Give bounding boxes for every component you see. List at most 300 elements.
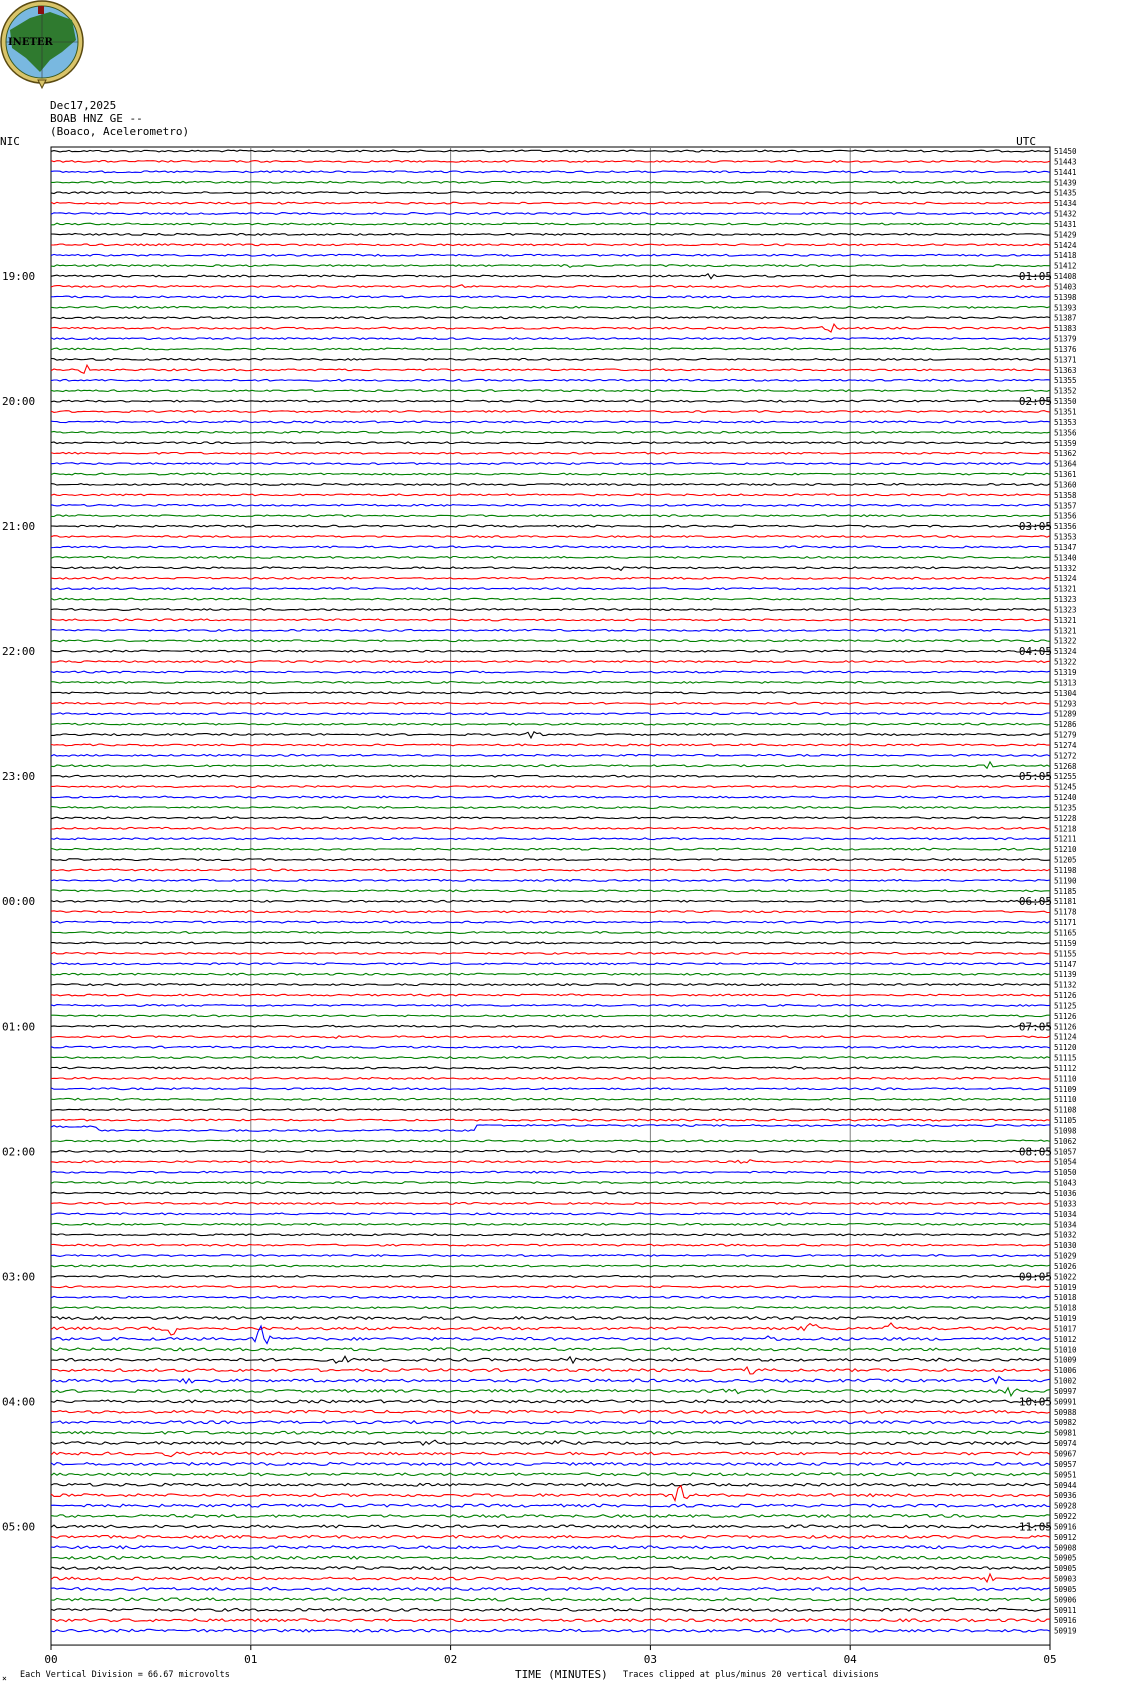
trace-offset-label: 51034 (1054, 1220, 1077, 1230)
trace-blue (51, 838, 1050, 840)
left-time-label: 04:00 (2, 1395, 36, 1409)
trace-offset-label: 51362 (1054, 449, 1077, 459)
right-time-label: 05:05 (1018, 770, 1052, 784)
trace-offset-label: 51350 (1054, 397, 1077, 407)
right-time-label: 10:05 (1018, 1395, 1052, 1409)
trace-offset-label: 51006 (1054, 1366, 1077, 1376)
right-time-label: 06:05 (1018, 895, 1052, 909)
x-tick-label: 03 (643, 1653, 658, 1667)
trace-offset-label: 51434 (1054, 199, 1077, 209)
trace-green (51, 762, 1050, 768)
trace-green (51, 1431, 1050, 1434)
trace-offset-label: 51120 (1054, 1043, 1077, 1053)
trace-offset-label: 51022 (1054, 1272, 1077, 1282)
right-time-label: 11:05 (1018, 1520, 1052, 1534)
header-station: BOAB HNZ GE -- (50, 112, 143, 125)
trace-offset-label: 51110 (1054, 1074, 1077, 1084)
trace-red (51, 202, 1050, 204)
trace-red (51, 285, 1050, 288)
trace-green (51, 1140, 1050, 1142)
trace-offset-label: 51321 (1054, 626, 1077, 636)
trace-offset-label: 51139 (1054, 970, 1077, 980)
trace-black (51, 1192, 1050, 1194)
trace-offset-label: 50936 (1054, 1491, 1077, 1501)
trace-black (51, 942, 1050, 944)
trace-offset-label: 51429 (1054, 230, 1077, 240)
trace-blue (51, 921, 1050, 923)
trace-blue (51, 588, 1050, 590)
trace-offset-label: 51235 (1054, 803, 1077, 813)
trace-offset-label: 51105 (1054, 1116, 1077, 1126)
trace-red (51, 161, 1050, 163)
trace-offset-label: 51356 (1054, 511, 1077, 521)
trace-black (51, 1025, 1050, 1027)
trace-green (51, 640, 1050, 642)
trace-offset-label: 50988 (1054, 1407, 1077, 1417)
trace-offset-label: 50957 (1054, 1459, 1077, 1469)
trace-offset-label: 51018 (1054, 1293, 1077, 1303)
trace-offset-label: 51205 (1054, 855, 1077, 865)
trace-offset-label: 51098 (1054, 1126, 1077, 1136)
trace-offset-label: 51032 (1054, 1230, 1077, 1240)
trace-red (51, 411, 1050, 413)
trace-green (51, 557, 1050, 559)
trace-black (51, 1276, 1050, 1278)
trace-black (51, 317, 1050, 319)
trace-offset-label: 51441 (1054, 167, 1077, 177)
trace-red (51, 1486, 1050, 1501)
trace-black (51, 1567, 1050, 1570)
trace-red (51, 1119, 1050, 1121)
trace-offset-label: 51012 (1054, 1334, 1077, 1344)
trace-red (51, 365, 1050, 373)
trace-black (51, 650, 1050, 652)
trace-offset-label: 51359 (1054, 438, 1077, 448)
trace-green (51, 223, 1050, 225)
trace-offset-label: 51289 (1054, 709, 1077, 719)
trace-red (51, 1619, 1050, 1622)
trace-blue (51, 421, 1050, 423)
trace-black (51, 1067, 1050, 1070)
trace-blue (51, 1171, 1050, 1173)
left-time-label: 05:00 (2, 1520, 36, 1534)
trace-offset-label: 50905 (1054, 1584, 1077, 1594)
logo-text: INETER (8, 37, 53, 48)
trace-blue (51, 1255, 1050, 1257)
trace-red (51, 953, 1050, 955)
trace-red (51, 1574, 1050, 1582)
trace-green (51, 1307, 1050, 1309)
trace-offset-label: 51323 (1054, 605, 1077, 615)
trace-blue (51, 254, 1050, 256)
trace-offset-label: 51304 (1054, 688, 1077, 698)
trace-offset-label: 51376 (1054, 344, 1077, 354)
trace-blue (51, 1421, 1050, 1424)
trace-green (51, 306, 1050, 308)
trace-offset-label: 51017 (1054, 1324, 1077, 1334)
trace-offset-label: 51313 (1054, 678, 1077, 688)
trace-offset-label: 51379 (1054, 334, 1077, 344)
trace-offset-label: 51403 (1054, 282, 1077, 292)
trace-offset-label: 51185 (1054, 886, 1077, 896)
trace-offset-label: 51218 (1054, 824, 1077, 834)
x-tick-label: 04 (843, 1653, 857, 1667)
trace-blue (51, 796, 1050, 798)
trace-offset-label: 51165 (1054, 928, 1077, 938)
trace-blue (51, 1005, 1050, 1007)
trace-offset-label: 50944 (1054, 1480, 1077, 1490)
trace-green (51, 723, 1050, 725)
x-tick-label: 05 (1043, 1653, 1057, 1667)
trace-offset-label: 51272 (1054, 751, 1077, 761)
trace-offset-label: 51321 (1054, 615, 1077, 625)
trace-offset-label: 51034 (1054, 1209, 1077, 1219)
trace-offset-label: 51353 (1054, 532, 1077, 542)
trace-blue (51, 880, 1050, 882)
trace-offset-label: 51424 (1054, 240, 1077, 250)
trace-black (51, 984, 1050, 986)
trace-green (51, 682, 1050, 684)
trace-offset-label: 51054 (1054, 1157, 1077, 1167)
trace-offset-label: 50905 (1054, 1553, 1077, 1563)
trace-offset-label: 51322 (1054, 657, 1077, 667)
trace-offset-label: 51125 (1054, 1001, 1077, 1011)
trace-blue (51, 1463, 1050, 1466)
trace-offset-label: 51443 (1054, 157, 1077, 167)
trace-offset-label: 51190 (1054, 876, 1077, 886)
trace-red (51, 1036, 1050, 1039)
trace-offset-label: 51110 (1054, 1095, 1077, 1105)
trace-blue (51, 963, 1050, 965)
trace-offset-label: 51019 (1054, 1282, 1077, 1292)
trace-red (51, 1078, 1050, 1080)
trace-green (51, 848, 1050, 850)
trace-black (51, 732, 1050, 738)
trace-green (51, 348, 1050, 350)
trace-offset-label: 51115 (1054, 1053, 1077, 1063)
trace-black (51, 1483, 1050, 1486)
trace-offset-label: 51450 (1054, 147, 1077, 156)
trace-blue (51, 1377, 1050, 1384)
trace-green (51, 1057, 1050, 1059)
trace-black (51, 1234, 1050, 1236)
trace-offset-label: 50981 (1054, 1428, 1077, 1438)
trace-offset-label: 51211 (1054, 834, 1077, 844)
trace-red (51, 536, 1050, 538)
trace-blue (51, 213, 1050, 215)
trace-offset-label: 51431 (1054, 219, 1077, 229)
trace-offset-label: 50916 (1054, 1522, 1077, 1532)
trace-offset-label: 51432 (1054, 209, 1077, 219)
trace-offset-label: 51147 (1054, 959, 1077, 969)
trace-offset-label: 51112 (1054, 1063, 1077, 1073)
trace-green (51, 1265, 1050, 1267)
trace-red (51, 619, 1050, 621)
trace-green (51, 932, 1050, 934)
trace-offset-label: 51355 (1054, 376, 1077, 386)
trace-black (51, 1317, 1050, 1320)
trace-offset-label: 51293 (1054, 699, 1077, 709)
trace-black (51, 1400, 1050, 1403)
trace-red (51, 744, 1050, 746)
trace-offset-label: 51036 (1054, 1189, 1077, 1198)
trace-offset-label: 50951 (1054, 1470, 1077, 1480)
trace-black (51, 609, 1050, 611)
trace-offset-label: 51240 (1054, 793, 1077, 803)
trace-green (51, 1223, 1050, 1225)
trace-green (51, 1473, 1050, 1476)
trace-offset-label: 51062 (1054, 1136, 1077, 1146)
clip-note: Traces clipped at plus/minus 20 vertical divisions (623, 1670, 879, 1680)
trace-offset-label: 50903 (1054, 1574, 1077, 1584)
trace-blue (51, 504, 1050, 506)
trace-blue (51, 1504, 1050, 1507)
trace-red (51, 1410, 1050, 1413)
trace-red (51, 1536, 1050, 1539)
trace-black (51, 692, 1050, 694)
left-time-label: 23:00 (2, 770, 36, 784)
trace-offset-label: 51360 (1054, 480, 1077, 490)
trace-offset-label: 51340 (1054, 553, 1077, 563)
trace-offset-label: 50997 (1054, 1386, 1077, 1396)
right-time-label: 03:05 (1018, 520, 1052, 534)
trace-offset-label: 51171 (1054, 918, 1077, 928)
right-time-label: 09:05 (1018, 1270, 1052, 1284)
trace-red (51, 869, 1050, 871)
left-timezone-label: NIC (0, 135, 20, 148)
trace-green (51, 1182, 1050, 1184)
right-time-label: 02:05 (1018, 395, 1052, 409)
trace-black (51, 775, 1050, 777)
trace-blue (51, 755, 1050, 757)
trace-red (51, 994, 1050, 996)
trace-blue (51, 463, 1050, 465)
trace-offset-label: 50911 (1054, 1605, 1077, 1615)
trace-offset-label: 51363 (1054, 365, 1077, 375)
trace-green (51, 431, 1050, 433)
left-time-label: 02:00 (2, 1145, 36, 1159)
trace-red (51, 827, 1050, 829)
trace-offset-label: 51268 (1054, 761, 1077, 771)
trace-offset-label: 51002 (1054, 1376, 1077, 1386)
trace-offset-label: 50982 (1054, 1418, 1077, 1428)
trace-blue (51, 338, 1050, 340)
trace-red (51, 1323, 1050, 1335)
trace-offset-label: 51033 (1054, 1199, 1077, 1209)
trace-offset-label: 50922 (1054, 1512, 1077, 1522)
trace-black (51, 1109, 1050, 1111)
x-tick-label: 01 (244, 1653, 258, 1667)
plot-frame (51, 147, 1050, 1645)
right-time-label: 08:05 (1018, 1145, 1052, 1159)
header-location: (Boaco, Acelerometro) (50, 125, 190, 138)
trace-red (51, 786, 1050, 788)
trace-offset-label: 51057 (1054, 1147, 1077, 1157)
x-axis-label: TIME (MINUTES) (515, 1668, 608, 1681)
left-time-label: 03:00 (2, 1270, 36, 1284)
trace-green (51, 265, 1050, 268)
trace-black (51, 817, 1050, 819)
trace-blue (51, 713, 1050, 715)
left-time-label: 20:00 (2, 395, 36, 409)
trace-black (51, 1608, 1050, 1611)
trace-offset-label: 51010 (1054, 1345, 1077, 1355)
trace-black (51, 1356, 1050, 1363)
trace-offset-label: 50919 (1054, 1626, 1077, 1636)
trace-green (51, 390, 1050, 392)
trace-offset-label: 51108 (1054, 1105, 1077, 1115)
trace-offset-label: 51371 (1054, 355, 1077, 365)
trace-green (51, 1348, 1050, 1351)
trace-offset-label: 51322 (1054, 636, 1077, 646)
trace-blue (51, 1088, 1050, 1090)
trace-black (51, 442, 1050, 444)
trace-offset-label: 51159 (1054, 938, 1077, 948)
trace-blue (51, 546, 1050, 548)
trace-offset-label: 51357 (1054, 501, 1077, 511)
trace-offset-label: 50908 (1054, 1543, 1077, 1553)
trace-red (51, 324, 1050, 332)
trace-offset-label: 51198 (1054, 865, 1077, 875)
left-time-label: 01:00 (2, 1020, 36, 1034)
corner-mark: × (2, 1674, 7, 1683)
trace-green (51, 1598, 1050, 1601)
trace-offset-label: 51132 (1054, 980, 1077, 990)
trace-offset-label: 51352 (1054, 386, 1077, 396)
trace-offset-label: 51398 (1054, 292, 1077, 302)
trace-offset-label: 50916 (1054, 1616, 1077, 1626)
x-tick-label: 02 (443, 1653, 458, 1667)
trace-offset-label: 51274 (1054, 740, 1077, 750)
x-tick-label: 00 (44, 1653, 58, 1667)
trace-offset-label: 51109 (1054, 1084, 1077, 1094)
left-time-label: 00:00 (2, 895, 36, 909)
trace-green (51, 807, 1050, 809)
trace-offset-label: 51387 (1054, 313, 1077, 323)
trace-green (51, 973, 1050, 975)
trace-black (51, 1440, 1050, 1445)
trace-blue (51, 1588, 1050, 1591)
trace-red (51, 452, 1050, 454)
trace-green (51, 515, 1050, 517)
trace-red (51, 1244, 1050, 1246)
trace-offset-label: 51009 (1054, 1355, 1077, 1365)
trace-offset-label: 51279 (1054, 730, 1077, 740)
trace-red (51, 1203, 1050, 1205)
trace-black (51, 274, 1050, 279)
trace-offset-label: 50974 (1054, 1439, 1077, 1449)
trace-black (51, 900, 1050, 902)
trace-black (51, 400, 1050, 402)
trace-offset-label: 51439 (1054, 178, 1077, 188)
trace-offset-label: 50991 (1054, 1397, 1077, 1407)
trace-red (51, 1367, 1050, 1374)
trace-green (51, 1515, 1050, 1518)
left-time-label: 22:00 (2, 645, 36, 659)
trace-offset-label: 50906 (1054, 1595, 1077, 1605)
trace-offset-label: 51393 (1054, 303, 1077, 313)
trace-black (51, 150, 1050, 152)
trace-offset-label: 51126 (1054, 1022, 1077, 1032)
trace-offset-label: 51210 (1054, 845, 1077, 855)
trace-offset-label: 51050 (1054, 1168, 1077, 1178)
trace-red (51, 1452, 1050, 1457)
trace-blue (51, 1296, 1050, 1298)
trace-blue (51, 296, 1050, 298)
trace-offset-label: 51178 (1054, 907, 1077, 917)
trace-red (51, 244, 1050, 246)
trace-green (51, 1556, 1050, 1559)
trace-offset-label: 51286 (1054, 720, 1077, 730)
trace-black (51, 484, 1050, 486)
trace-blue (51, 1125, 1050, 1132)
trace-offset-label: 51124 (1054, 1032, 1077, 1042)
trace-offset-label: 51356 (1054, 522, 1077, 532)
trace-offset-label: 51324 (1054, 647, 1077, 657)
trace-offset-label: 51319 (1054, 668, 1077, 677)
trace-offset-label: 51356 (1054, 428, 1077, 438)
trace-offset-label: 51155 (1054, 949, 1077, 959)
trace-black (51, 859, 1050, 861)
trace-offset-label: 51126 (1054, 991, 1077, 1001)
trace-green (51, 181, 1050, 183)
trace-offset-label: 51228 (1054, 813, 1077, 823)
trace-offset-label: 51361 (1054, 470, 1077, 480)
trace-blue (51, 1546, 1050, 1549)
trace-offset-label: 51418 (1054, 251, 1077, 261)
trace-offset-label: 50967 (1054, 1449, 1077, 1459)
trace-offset-label: 50905 (1054, 1564, 1077, 1574)
header-date: Dec17,2025 (50, 99, 117, 112)
trace-offset-label: 51245 (1054, 782, 1077, 792)
trace-blue (51, 171, 1050, 173)
trace-offset-label: 51043 (1054, 1178, 1077, 1188)
trace-black (51, 525, 1050, 527)
trace-offset-label: 51019 (1054, 1314, 1077, 1324)
trace-black (51, 192, 1050, 194)
trace-red (51, 702, 1050, 704)
trace-offset-label: 51018 (1054, 1303, 1077, 1313)
trace-red (51, 911, 1050, 913)
trace-black (51, 567, 1050, 571)
trace-offset-label: 51323 (1054, 595, 1077, 605)
trace-green (51, 473, 1050, 475)
trace-black (51, 1525, 1050, 1528)
trace-black (51, 1150, 1050, 1152)
trace-red (51, 577, 1050, 579)
trace-blue (51, 1213, 1050, 1215)
trace-offset-label: 51347 (1054, 542, 1077, 552)
trace-offset-label: 51181 (1054, 897, 1077, 907)
trace-blue (51, 671, 1050, 673)
trace-offset-label: 51353 (1054, 417, 1077, 427)
trace-offset-label: 51351 (1054, 407, 1077, 417)
trace-blue (51, 379, 1050, 381)
trace-offset-label: 51412 (1054, 261, 1077, 271)
trace-offset-label: 51435 (1054, 188, 1077, 198)
trace-red (51, 661, 1050, 663)
trace-offset-label: 51364 (1054, 459, 1077, 469)
trace-blue (51, 1046, 1050, 1048)
trace-green (51, 1015, 1050, 1017)
trace-green (51, 598, 1050, 600)
trace-offset-label: 51026 (1054, 1261, 1077, 1271)
trace-offset-label: 51332 (1054, 563, 1077, 573)
trace-offset-label: 51029 (1054, 1251, 1077, 1261)
trace-blue (51, 629, 1050, 631)
right-time-label: 04:05 (1018, 645, 1052, 659)
trace-offset-label: 50928 (1054, 1501, 1077, 1511)
